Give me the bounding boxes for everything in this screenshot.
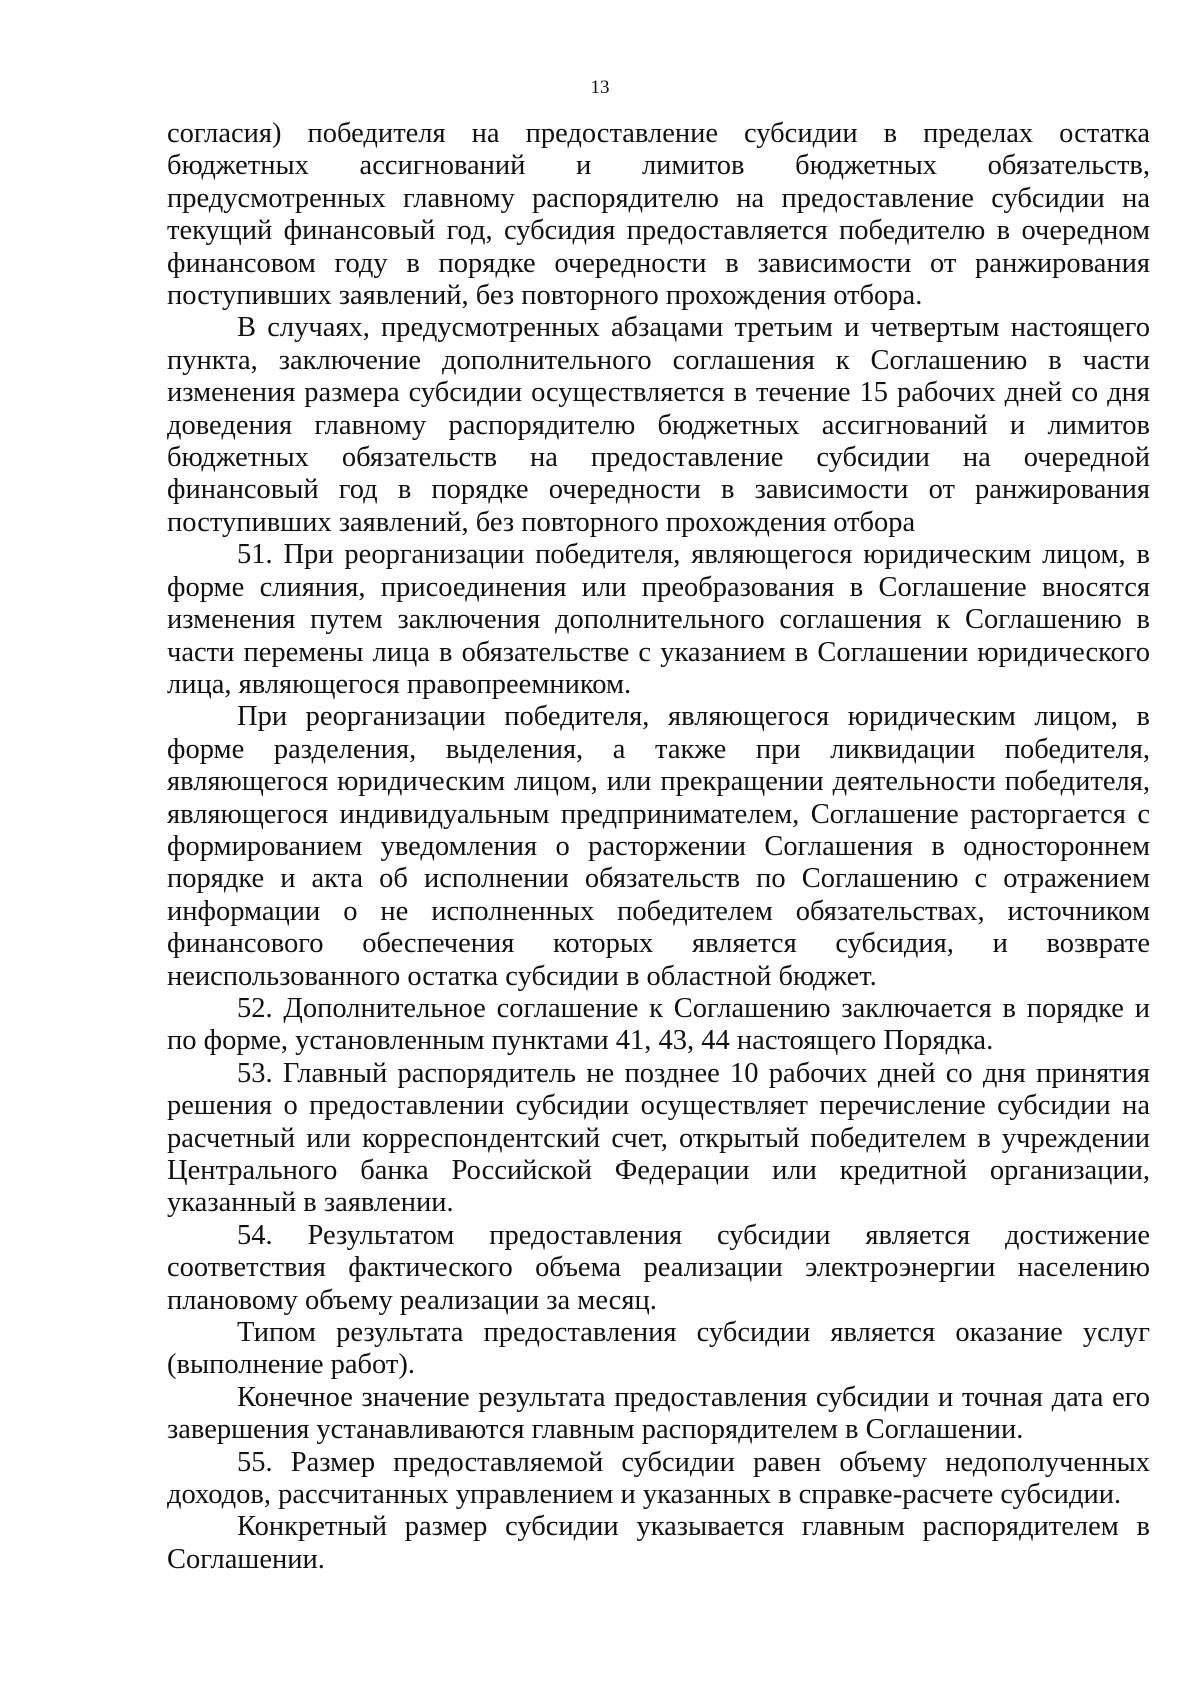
paragraph-item-51: 51. При реорганизации победителя, являющегося юридическим лицом, в форме слияния, присоединения или преобразования в Соглашение вносятся изменения путем заключения дополнительного соглашения к Соглашению в части перемены лица в обязательстве с указанием в Соглашении юридического лица, являющегося правопреемником. — [167, 539, 1150, 700]
paragraph-item-53: 53. Главный распорядитель не позднее 10 рабочих дней со дня принятия решения о предоставлении субсидии осуществляет перечисление субсидии на расчетный или корреспондентский счет, открытый победителем в учреждении Центрального банка Российской Федерации или кредитной организации, указанный в заявлении. — [167, 1057, 1150, 1219]
paragraph: Конкретный размер субсидии указывается главным распорядителем в Соглашении. — [167, 1511, 1150, 1575]
paragraph: Типом результата предоставления субсидии является оказание услуг (выполнение работ). — [167, 1317, 1150, 1381]
paragraph-item-52: 52. Дополнительное соглашение к Соглашению заключается в порядке и по форме, установленным пунктами 41, 43, 44 настоящего Порядка. — [167, 992, 1150, 1057]
paragraph-continuation: согласия) победителя на предоставление субсидии в пределах остатка бюджетных ассигнований и лимитов бюджетных обязательств, предусмотренных главному распорядителю на предоставление субсидии на текущий финансовый год, субсидия предоставляется победителю в очередном финансовом году в порядке очередности в зависимости от ранжирования поступивших заявлений, без повторного прохождения отбора. — [167, 118, 1150, 312]
paragraph: В случаях, предусмотренных абзацами третьим и четвертым настоящего пункта, заключение дополнительного соглашения к Соглашению в части изменения размера субсидии осуществляется в течение 15 рабочих дней со дня доведения главному распорядителю бюджетных ассигнований и лимитов бюджетных обязательств на предоставление субсидии на очередной финансовый год в порядке очередности в зависимости от ранжирования поступивших заявлений, без повторного прохождения отбора — [167, 312, 1150, 538]
document-body — [167, 118, 1150, 1576]
page-number: 13 — [590, 77, 610, 98]
paragraph-item-55: 55. Размер предоставляемой субсидии равен объему недополученных доходов, рассчитанных управлением и указанных в справке-расчете субсидии. — [167, 1446, 1150, 1511]
paragraph: Конечное значение результата предоставления субсидии и точная дата его завершения устанавливаются главным распорядителем в Соглашении. — [167, 1381, 1150, 1446]
paragraph-item-54: 54. Результатом предоставления субсидии является достижение соответствия фактического объема реализации электроэнергии населению плановому объему реализации за месяц. — [167, 1219, 1150, 1316]
paragraph: При реорганизации победителя, являющегося юридическим лицом, в форме разделения, выделения, а также при ликвидации победителя, являющегося юридическим лицом, или прекращении деятельности победителя, являющегося индивидуальным предпринимателем, Соглашение расторгается с формированием уведомления о расторжении Соглашения в одностороннем порядке и акта об исполнении обязательств по Соглашению с отражением информации о не исполненных победителем обязательствах, источником финансового обеспечения которых является субсидия, и возврате неиспользованного остатка субсидии в областной бюджет. — [167, 701, 1150, 992]
